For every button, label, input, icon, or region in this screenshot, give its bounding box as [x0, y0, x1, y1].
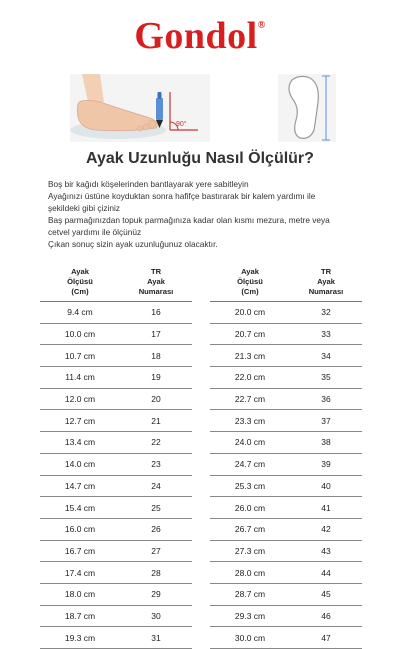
- header-line: Ölçüsü: [237, 277, 263, 286]
- foot-length-cell: 9.4 cm: [40, 302, 120, 324]
- table-row: [40, 605, 192, 627]
- tr-size-cell: 16: [120, 302, 192, 324]
- foot-length-cell: 22.0 cm: [210, 367, 290, 389]
- tr-size-cell: 45: [290, 583, 362, 605]
- instruction-line: Ayağınızı üstüne koyduktan sonra hafifçe bastırarak bir kalem yardımı ile: [48, 191, 316, 202]
- instruction-line: Boş bir kağıdı köşelerinden bantlayarak yere sabitleyin: [48, 179, 249, 189]
- tr-size-cell: 41: [290, 497, 362, 519]
- table-row: [210, 323, 362, 345]
- tr-size-cell: 23: [120, 453, 192, 475]
- tr-size-cell: 37: [290, 410, 362, 432]
- tr-size-cell: 24: [120, 475, 192, 497]
- foot-length-cell: 19.3 cm: [40, 627, 120, 649]
- header-line: Numarası: [308, 287, 344, 296]
- foot-measurement-illustration: [0, 72, 400, 144]
- header-line: (Cm): [241, 287, 259, 296]
- header-line: TR: [320, 267, 332, 276]
- tr-size-cell: 33: [290, 323, 362, 345]
- table-row: [210, 367, 362, 389]
- table-row: [40, 323, 192, 345]
- tr-size-cell: 29: [120, 583, 192, 605]
- table-row: [40, 540, 192, 562]
- header-line: Numarası: [138, 287, 174, 296]
- foot-length-cell: 28.7 cm: [210, 583, 290, 605]
- registered-mark: ®: [257, 20, 266, 31]
- header-line: TR: [150, 267, 162, 276]
- toe: [137, 126, 142, 131]
- table-row: [210, 497, 362, 519]
- pen-cap: [158, 92, 162, 99]
- table-row: [210, 453, 362, 475]
- foot-length-cell: 29.3 cm: [210, 605, 290, 627]
- tr-size-cell: 43: [290, 540, 362, 562]
- instruction-line: şekildeki gibi çiziniz: [48, 203, 120, 214]
- foot-length-cell: 27.3 cm: [210, 540, 290, 562]
- tr-size-cell: 22: [120, 432, 192, 454]
- foot-length-cell: 13.4 cm: [40, 432, 120, 454]
- table-row: [40, 562, 192, 584]
- table-row: [210, 562, 362, 584]
- size-table-left: [40, 263, 192, 649]
- table-row: [210, 345, 362, 367]
- foot-length-cell: 10.7 cm: [40, 345, 120, 367]
- tr-size-cell: 39: [290, 453, 362, 475]
- foot-length-cell: 22.7 cm: [210, 388, 290, 410]
- table-row: [40, 497, 192, 519]
- foot-length-cell: 20.0 cm: [210, 302, 290, 324]
- foot-length-cell: 21.3 cm: [210, 345, 290, 367]
- foot-length-cell: 17.4 cm: [40, 562, 120, 584]
- foot-length-cell: 16.7 cm: [40, 540, 120, 562]
- table-row: [210, 302, 362, 324]
- table-row: [40, 432, 192, 454]
- table-row: [40, 583, 192, 605]
- tr-size-cell: 18: [120, 345, 192, 367]
- foot-length-cell: 10.0 cm: [40, 323, 120, 345]
- tr-size-cell: 27: [120, 540, 192, 562]
- tr-size-cell: 38: [290, 432, 362, 454]
- foot-length-cell: 26.7 cm: [210, 518, 290, 540]
- tr-size-cell: 42: [290, 518, 362, 540]
- table-row: [40, 367, 192, 389]
- table-row: [210, 388, 362, 410]
- instructions: [48, 178, 368, 251]
- header-line: Ölçüsü: [67, 277, 93, 286]
- table-row: [210, 518, 362, 540]
- tr-size-cell: 34: [290, 345, 362, 367]
- foot-length-cell: 18.0 cm: [40, 583, 120, 605]
- foot-length-cell: 12.7 cm: [40, 410, 120, 432]
- foot-length-cell: 11.4 cm: [40, 367, 120, 389]
- angle-label: 90°: [176, 121, 187, 128]
- header-line: Ayak: [71, 267, 89, 276]
- tr-size-cell: 36: [290, 388, 362, 410]
- table-row: [40, 345, 192, 367]
- foot-length-cell: 18.7 cm: [40, 605, 120, 627]
- table-row: [40, 410, 192, 432]
- table-row: [40, 627, 192, 649]
- header-tr-size: [120, 263, 192, 302]
- table-row: [210, 410, 362, 432]
- tr-size-cell: 25: [120, 497, 192, 519]
- tr-size-cell: 26: [120, 518, 192, 540]
- table-row: [210, 540, 362, 562]
- tr-size-cell: 17: [120, 323, 192, 345]
- header-line: Ayak: [317, 277, 335, 286]
- instruction-line: cetvel yardımı ile ölçünüz: [48, 227, 142, 238]
- foot-length-cell: 12.0 cm: [40, 388, 120, 410]
- table-row: [210, 605, 362, 627]
- instruction-line: Çıkan sonuç sizin ayak uzunluğunuz olacaktır.: [48, 239, 218, 250]
- foot-length-cell: 26.0 cm: [210, 497, 290, 519]
- tr-size-cell: 19: [120, 367, 192, 389]
- tr-size-cell: 21: [120, 410, 192, 432]
- brand-logo: [0, 14, 400, 58]
- header-line: Ayak: [241, 267, 259, 276]
- tr-size-cell: 31: [120, 627, 192, 649]
- foot-length-cell: 14.7 cm: [40, 475, 120, 497]
- tr-size-cell: 46: [290, 605, 362, 627]
- tr-size-cell: 28: [120, 562, 192, 584]
- instruction-line: Baş parmağınızdan topuk parmağınıza kadar olan kısmı mezura, metre veya: [48, 215, 330, 226]
- foot-length-cell: 24.7 cm: [210, 453, 290, 475]
- toe: [143, 124, 149, 130]
- foot-length-cell: 25.3 cm: [210, 475, 290, 497]
- foot-length-cell: 23.3 cm: [210, 410, 290, 432]
- table-row: [210, 627, 362, 649]
- header-tr-size: [290, 263, 362, 302]
- foot-length-cell: 15.4 cm: [40, 497, 120, 519]
- table-row: [210, 583, 362, 605]
- page-title: Ayak Uzunluğu Nasıl Ölçülür?: [86, 150, 314, 167]
- tr-size-cell: 40: [290, 475, 362, 497]
- table-row: [40, 302, 192, 324]
- header-foot-length: [210, 263, 290, 302]
- tr-size-cell: 20: [120, 388, 192, 410]
- foot-length-cell: 28.0 cm: [210, 562, 290, 584]
- size-table-right: [210, 263, 362, 649]
- header-foot-length: [40, 263, 120, 302]
- tr-size-cell: 47: [290, 627, 362, 649]
- tr-size-cell: 32: [290, 302, 362, 324]
- table-row: [40, 388, 192, 410]
- foot-length-cell: 24.0 cm: [210, 432, 290, 454]
- table-row: [210, 432, 362, 454]
- foot-length-cell: 16.0 cm: [40, 518, 120, 540]
- header-line: (Cm): [71, 287, 89, 296]
- table-row: [210, 475, 362, 497]
- tr-size-cell: 30: [120, 605, 192, 627]
- table-row: [40, 453, 192, 475]
- toe: [149, 121, 156, 128]
- foot-length-cell: 30.0 cm: [210, 627, 290, 649]
- header-line: Ayak: [147, 277, 165, 286]
- foot-length-cell: 20.7 cm: [210, 323, 290, 345]
- tr-size-cell: 44: [290, 562, 362, 584]
- pen-body: [156, 98, 163, 120]
- table-row: [40, 518, 192, 540]
- foot-length-cell: 14.0 cm: [40, 453, 120, 475]
- tr-size-cell: 35: [290, 367, 362, 389]
- brand-name: Gondol: [134, 15, 258, 57]
- table-row: [40, 475, 192, 497]
